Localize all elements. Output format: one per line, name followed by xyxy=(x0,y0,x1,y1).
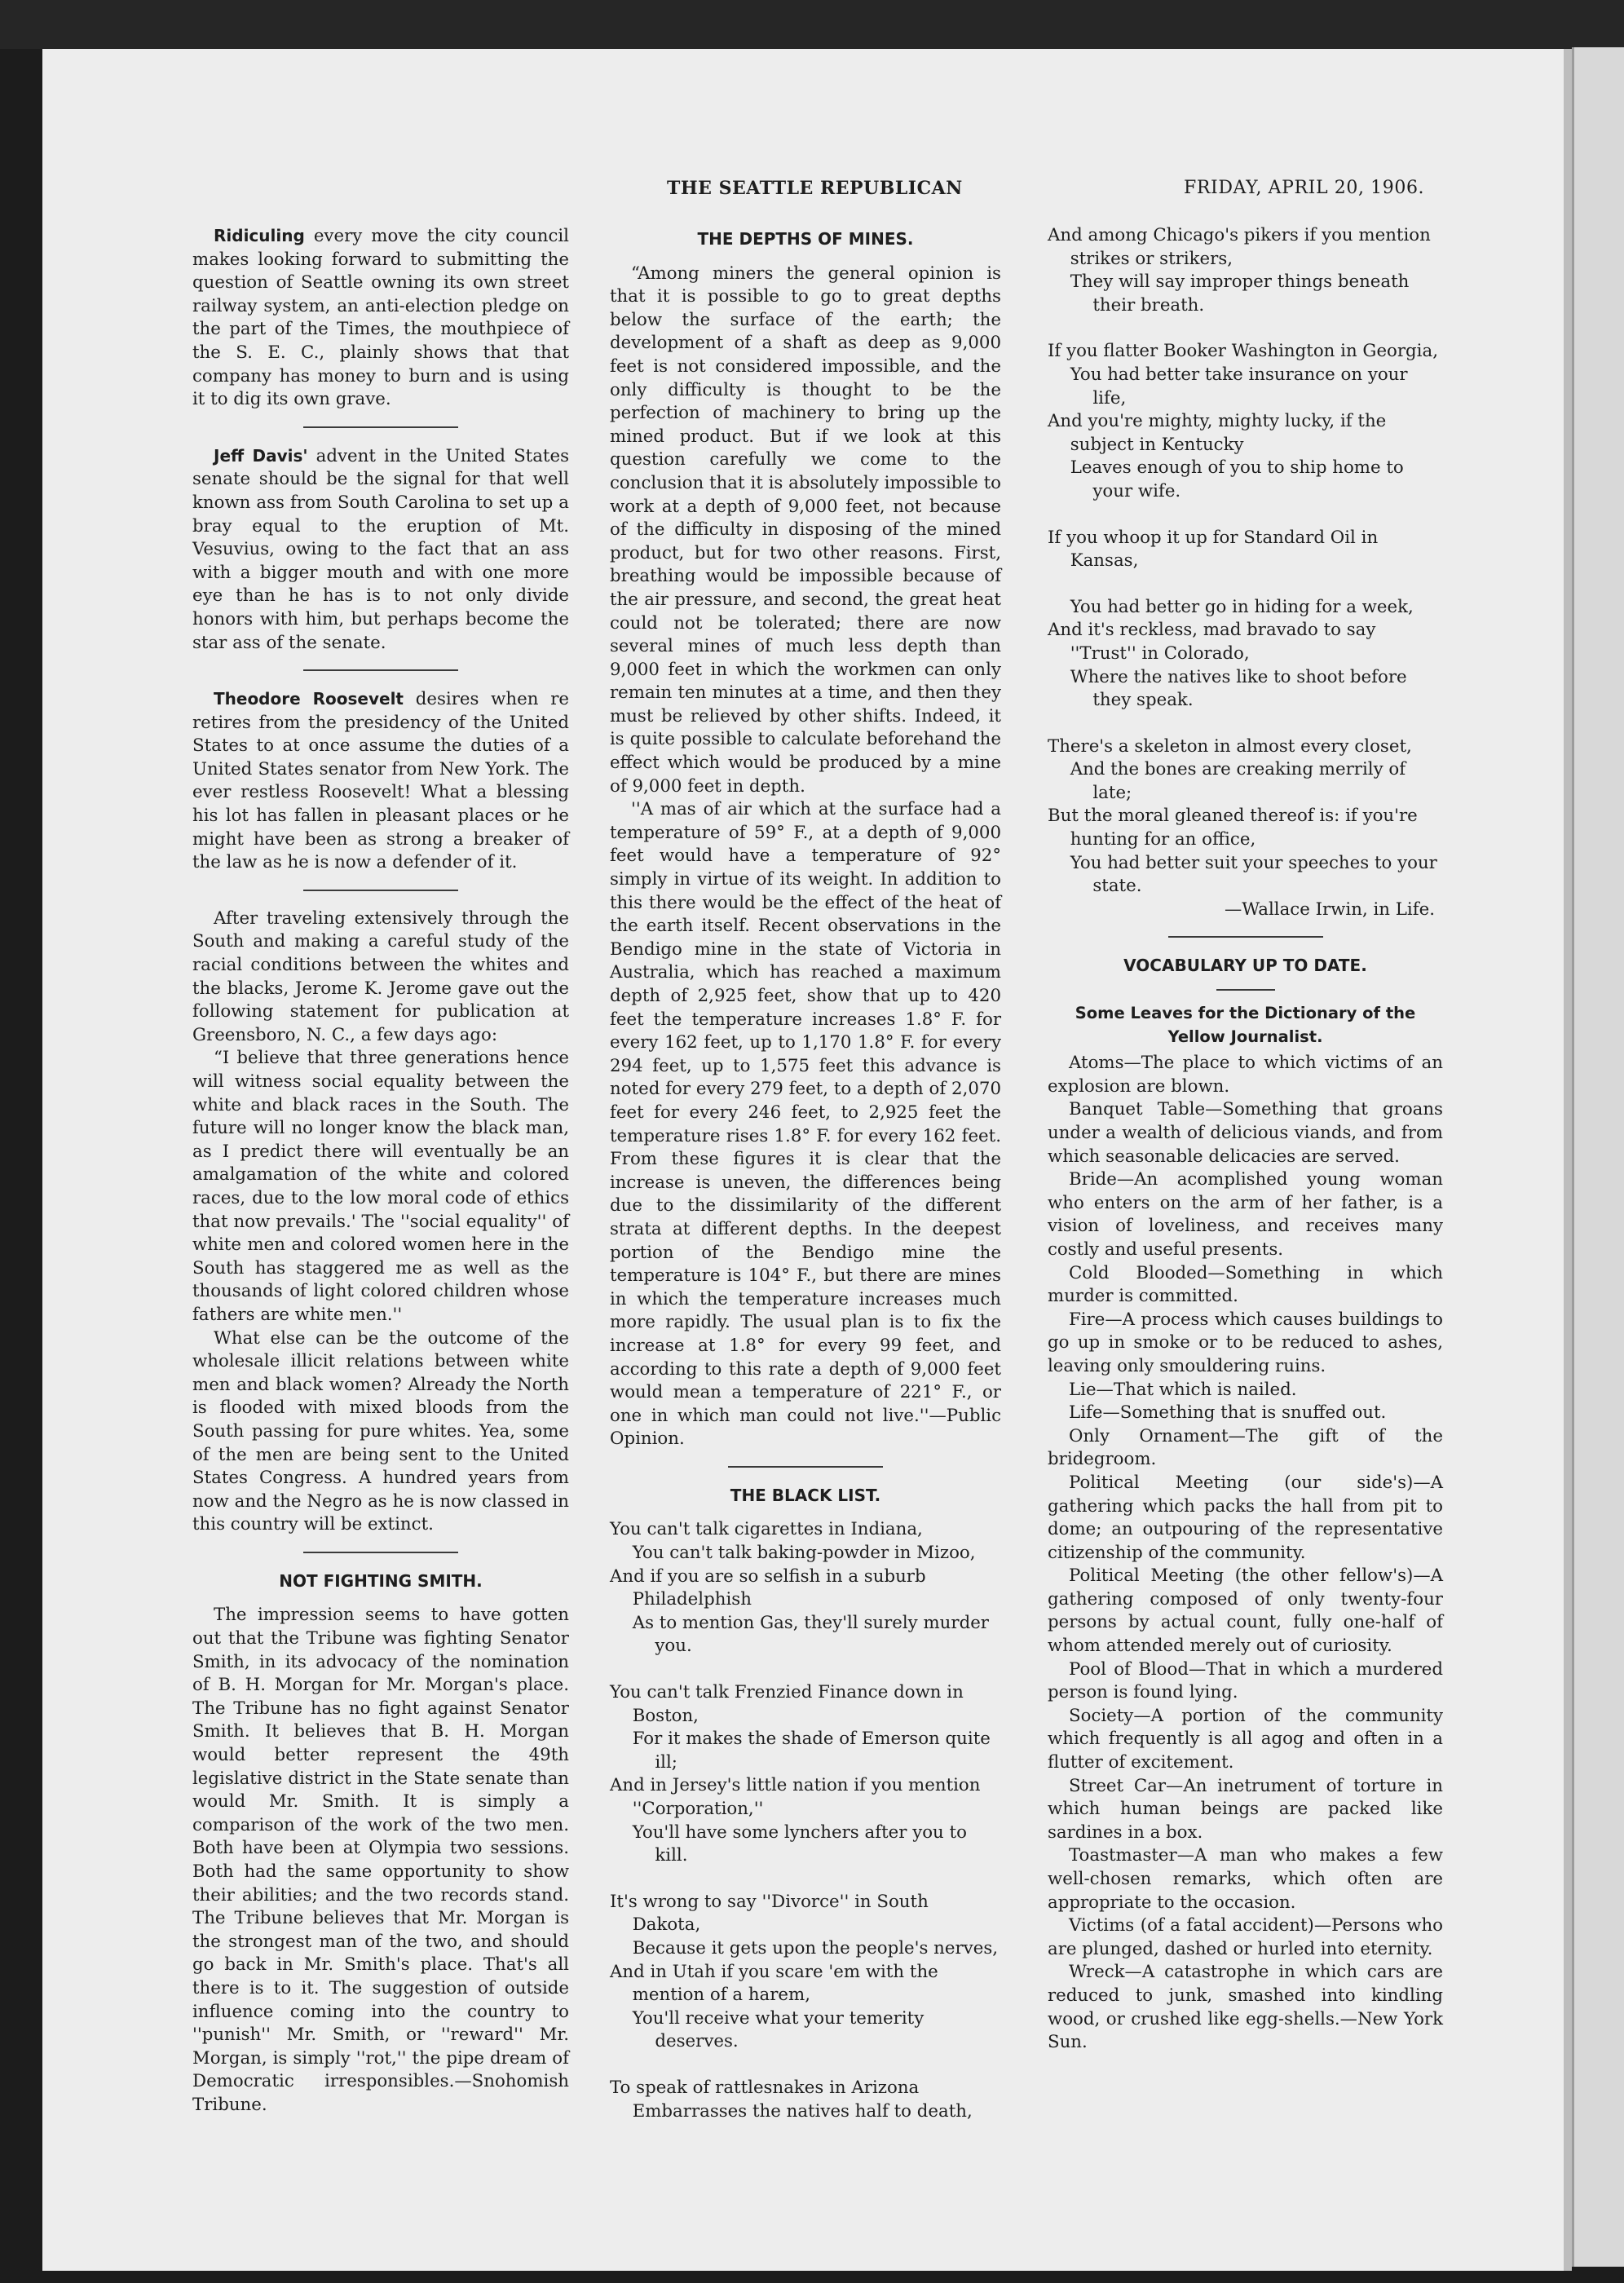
poem-line: Because it gets upon the people's nerves, xyxy=(632,1937,999,1958)
paragraph-jerome-quote: “I believe that three generations hence will witness social equality between the white and black races in the South. The future will no longer know the black man, as I predict there will eventually be an amalgamation of the white and colored races, due to the low moral code of ethics that now prevails.' The ''social equality'' of white men and colored women here in the South has staggered me as well as the thousands of light colored children whose fathers are white men.'' xyxy=(192,1048,569,1325)
headline-black-list: THE BLACK LIST. xyxy=(730,1485,881,1505)
column-right xyxy=(1048,224,1443,2055)
column-left xyxy=(192,224,569,2117)
page-fold-shadow xyxy=(1564,49,1572,2271)
poem-line: Embarrasses the natives half to death, xyxy=(632,2100,973,2122)
vocabulary-entry: Life—Something that is snuffed out. xyxy=(1069,1402,1387,1424)
vocabulary-entry: Street Car—An inetrument of torture in which human beings are packed like sardines in a box. xyxy=(1048,1775,1443,1843)
vocabulary-entry: Cold Blooded—Something in which murder is committed. xyxy=(1048,1262,1443,1307)
vocabulary-entry: Society—A portion of the community which frequently is all agog and often in a flutter of excitement. xyxy=(1048,1705,1443,1773)
poem-line: Leaves enough of you to ship home to your wife. xyxy=(1070,457,1404,501)
poem-line: If you whoop it up for Standard Oil in Kansas, xyxy=(1048,527,1379,572)
poem-line: And you're mighty, mighty lucky, if the subject in Kentucky xyxy=(1048,411,1387,455)
poem-line: You'll receive what your temerity deserves. xyxy=(632,2007,925,2052)
poem-signature: —Wallace Irwin, in Life. xyxy=(1224,899,1435,920)
vocabulary-entry: Fire—A process which causes buildings to go up in smoke or to be reduced to ashes, leaving only smouldering ruins. xyxy=(1048,1309,1443,1376)
vocabulary-entry: Wreck—A catastrophe in which cars are reduced to junk, smashed into kindling wood, or crushed like egg-shells.—New York Sun. xyxy=(1048,1962,1443,2053)
divider-rule xyxy=(303,426,458,428)
poem-line: You can't talk Frenzied Finance down in Boston, xyxy=(610,1682,964,1726)
paragraph-ridiculing: Ridiculing every move the city council makes looking forward to submitting the question of Seattle owning its own street railway system, an anti-election pledge on the part of the Times, the mouthpiece of the S. E. C., plainly shows that that company has money to burn and is using it to dig its own grave. xyxy=(192,226,569,410)
adjacent-page-edge xyxy=(1572,47,1624,2267)
poem-line: You'll have some lynchers after you to kill. xyxy=(632,1822,967,1866)
paragraph-outcome: What else can be the outcome of the wholesale illicit relations between white men and black women? Already the North is flooded with mixed bloods from the South passing for pure whites. Yea, some of the men are being sent to the United States Congress. A hundred years from now and the Negro as he is now classed in this country will be extinct. xyxy=(192,1327,569,1535)
subheadline-dictionary: Some Leaves for the Dictionary of the Yellow Journalist. xyxy=(1075,1004,1416,1046)
poem-stanza xyxy=(610,1891,1001,2054)
paragraph-jerome: After traveling extensively through the South and making a careful study of the racial conditions between the whites and the blacks, Jerome K. Jerome gave out the following statement for publication at Greensboro, N. C., a few days ago: xyxy=(192,907,569,1045)
vocabulary-entry: Victims (of a fatal accident)—Persons who are plunged, dashed or hurled into eternity. xyxy=(1048,1915,1443,1959)
vocabulary-entry: Bride—An acomplished young woman who enters on the arm of her father, is a vision of loveliness, and receives many costly and useful presents. xyxy=(1048,1169,1443,1260)
scan-border-top xyxy=(0,0,1624,49)
vocabulary-entry: Political Meeting (our side's)—A gathering which packs the hall from pit to dome; an outpouring of the representative citizenship of the community. xyxy=(1048,1472,1443,1563)
lead-word: Ridiculing xyxy=(214,226,305,245)
vocabulary-entry: Lie—That which is nailed. xyxy=(1069,1379,1297,1400)
column-middle xyxy=(610,224,1001,2146)
poem-stanza xyxy=(1048,596,1443,713)
paragraph-mines-1: “Among miners the general opinion is that it is possible to go to great depths below the surface of the earth; the development of a shaft as deep as 9,000 feet is not considered impossible, and the only difficulty is thought to be the perfection of machinery to bring up the mined product. But if we look at this question carefully we come to the conclusion that it is absolutely impossible to work at a depth of 9,000 feet, not because of the difficulty in disposing of the mined product, but for two other reasons. First, breathing would be impossible because of the air pressure, and second, the great heat could not be tolerated; there are now several mines of much less depth than 9,000 feet in which the workmen can only remain ten minutes at a time, and then they must be relieved by other shifts. Indeed, it is quite possible to calculate beforehand the effect which would be produced by a mine of 9,000 feet in depth. xyxy=(610,263,1001,797)
lead-word: Jeff Davis' xyxy=(214,445,308,466)
divider-rule xyxy=(303,890,458,891)
poem-line: There's a skeleton in almost every closet, xyxy=(1048,735,1412,757)
vocabulary-entry: Atoms—The place to which victims of an explosion are blown. xyxy=(1048,1053,1443,1097)
paragraph-tribune: The impression seems to have gotten out that the Tribune was fighting Senator Smith, in its advocacy of the nomination of B. H. Morgan for Mr. Morgan's place. The Tribune has no fight against Senator Smith. It believes that B. H. Morgan would better represent the 49th legislative district in the State senate than would Mr. Smith. It is simply a comparison of the work of the two men. Both have been at Olympia two sessions. Both had the same opportunity to show their abilities; and the two records stand. The Tribune believes that Mr. Morgan is the strongest man of the two, and should go back in Mr. Smith's place. That's all there is to it. The suggestion of outside influence coming into the country to ''punish'' Mr. Smith, or ''reward'' Mr. Morgan, is simply ''rot,'' the pipe dream of Democratic irresponsibles.—Snohomish Tribune. xyxy=(192,1605,569,2115)
vocabulary-entry: Only Ornament—The gift of the bridegroom. xyxy=(1048,1425,1443,1470)
divider-rule xyxy=(728,1466,883,1468)
headline-vocabulary: VOCABULARY UP TO DATE. xyxy=(1123,956,1367,976)
vocabulary-entry: Toastmaster—A man who makes a few well-chosen remarks, which often are appropriate to the occasion. xyxy=(1048,1845,1443,1913)
vocabulary-entry: Pool of Blood—That in which a murdered person is found lying. xyxy=(1048,1658,1443,1703)
headline-not-fighting-smith: NOT FIGHTING SMITH. xyxy=(279,1570,483,1591)
poem-stanza xyxy=(1048,527,1443,573)
paragraph-roosevelt: Theodore Roosevelt desires when re retires from the presidency of the United States to at once assume the duties of a United States senator from New York. The ever restless Roosevelt! What a blessing his lot has fallen in pleasant places or he might have been as strong a breaker of the law as he is now a defender of it. xyxy=(192,689,569,873)
headline-depths-of-mines: THE DEPTHS OF MINES. xyxy=(697,229,914,249)
poem-line: You can't talk cigarettes in Indiana, xyxy=(610,1519,923,1540)
paragraph-mines-2: ''A mas of air which at the surface had a temperature of 59° F., at a depth of 9,000 feet would have a temperature of 92° simply in virtue of its weight. In addition to this there would be the effect of the heat of the earth itself. Recent observations in the Bendigo mine in the state of Victoria in Australia, which has reached a maximum depth of 2,925 feet, show that up to 420 feet the temperature increases 1.8° F. for every 162 feet, up to 1,170 1.8° F. for every 294 feet, up to 1,575 feet this advance is noted for every 279 feet, to a depth of 2,070 feet for every 246 feet, to 2,925 feet the temperature rises 1.8° F. for every 162 feet. From these figures it is clear that the increase is uneven, the differences being due to the dissimilarity of the different strata at different depths. In the deepest portion of the Bendigo mine the temperature is 104° F., but there are mines in which the temperature increases much more rapidly. The usual plan is to fix the increase at 1.8° for every 99 feet, and according to this rate a depth of 9,000 feet would mean a temperature of 221° F., or one in which man could not live.''—Public Opinion. xyxy=(610,799,1001,1450)
poem-line: As to mention Gas, they'll surely murder you. xyxy=(632,1612,989,1657)
poem-line: Where the natives like to shoot before they speak. xyxy=(1070,666,1407,711)
poem-stanza xyxy=(610,1518,1001,1658)
divider-rule-short xyxy=(1216,989,1275,991)
dateline: FRIDAY, APRIL 20, 1906. xyxy=(1184,178,1425,198)
poem-line: You had better go in hiding for a week, xyxy=(1070,596,1414,617)
poem-line: And in Utah if you scare 'em with the mention of a harem, xyxy=(610,1961,938,2006)
poem-line: And it's reckless, mad bravado to say ''Trust'' in Colorado, xyxy=(1048,620,1376,664)
masthead: THE SEATTLE REPUBLICAN xyxy=(667,178,963,199)
divider-rule xyxy=(1168,936,1323,938)
poem-stanza xyxy=(1048,735,1443,899)
lead-word: Theodore Roosevelt xyxy=(214,689,404,709)
poem-line: To speak of rattlesnakes in Arizona xyxy=(610,2077,920,2098)
poem-stanza xyxy=(610,1681,1001,1868)
poem-line: They will say improper things beneath their breath. xyxy=(1070,272,1410,316)
poem-line: And among Chicago's pikers if you mention strikes or strikers, xyxy=(1048,225,1431,269)
poem-line: You can't talk baking-powder in Mizoo, xyxy=(632,1543,976,1564)
poem-stanza xyxy=(610,2077,1001,2123)
poem-line: And in Jersey's little nation if you mention ''Corporation,'' xyxy=(610,1775,981,1819)
poem-line: But the moral gleaned thereof is: if you're hunting for an office, xyxy=(1048,806,1418,850)
poem-line: And the bones are creaking merrily of late; xyxy=(1070,759,1406,803)
vocabulary-entry: Banquet Table—Something that groans under a wealth of delicious viands, and from which seasonable delicacies are served. xyxy=(1048,1099,1443,1167)
poem-line: If you flatter Booker Washington in Georgia, xyxy=(1048,341,1438,362)
poem-line: And if you are so selfish in a suburb Philadelphish xyxy=(610,1565,926,1610)
vocabulary-list xyxy=(1048,1052,1443,2055)
poem-line: It's wrong to say ''Divorce'' in South Dakota, xyxy=(610,1891,929,1936)
poem-line: You had better take insurance on your life, xyxy=(1070,364,1408,408)
poem-stanza xyxy=(1048,340,1443,503)
divider-rule xyxy=(303,669,458,671)
vocabulary-entry: Political Meeting (the other fellow's)—A gathering composed of only twenty-four persons by actual count, fully one-half of whom attended merely out of curiosity. xyxy=(1048,1565,1443,1657)
poem-line: You had better suit your speeches to your state. xyxy=(1070,852,1437,897)
poem-line: For it makes the shade of Emerson quite ill; xyxy=(632,1729,991,1773)
paragraph-jeff-davis: Jeff Davis' advent in the United States senate should be the signal for that well known ass from South Carolina to set up a bray equal to the eruption of Mt. Vesuvius, owing to the fact that an ass with a bigger mouth and with one more eye than he has is to not only divide honors with him, but perhaps become the star ass of the senate. xyxy=(192,445,570,653)
divider-rule xyxy=(303,1552,458,1553)
poem-stanza xyxy=(1048,224,1443,317)
